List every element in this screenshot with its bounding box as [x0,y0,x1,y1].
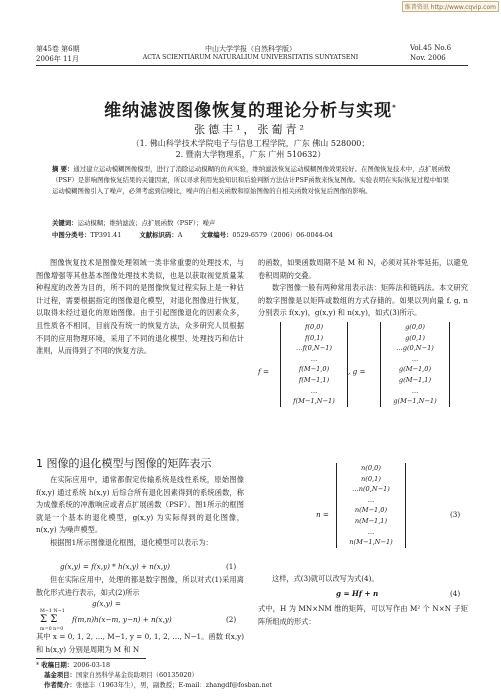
keywords-label: 关键词： [52,219,78,227]
doc-code: A [177,231,183,239]
abstract [52,164,452,196]
equation-1: g(x,y) = f(x,y) * h(x,y) + n(x,y) [60,562,170,571]
title-footnote-mark: * [392,103,397,112]
equation-4: g = Hf + n [336,589,379,598]
keywords [52,218,452,229]
affiliation-1: （1. 佛山科学技术学院电子与信息工程学院，广东 佛山 528000； [131,139,370,148]
header-rule [36,65,468,66]
journal-name-cn: 中山大学学报（自然科学版） [205,45,296,53]
clc-label: 中图分类号： [52,231,91,239]
keywords-text: 运动模糊；维纳滤波；点扩展函数（PSF）；噪声 [77,219,216,227]
authors: 张德丰¹，张葡青² [194,123,307,136]
watermark: 维普资讯 http://www.cqvip.com [402,1,499,12]
volume-issue-en: Vol.45 No.6 [410,44,452,52]
section-heading: 1 图像的退化模型与图像的矩阵表示 [36,457,212,470]
equation-2-lhs: g(x,y) = [92,599,121,608]
vector-n-label: n = [316,510,329,519]
footnote-rule [36,658,146,659]
article-number: 0529-6579（2006）06-0044-04 [232,231,333,239]
clc-code: TP391.41 [90,231,122,239]
vector-f-label: f = [258,367,269,376]
rewrite-paragraph: 这样，式(3)就可以改写为式(4)。 [272,574,379,583]
index-paragraph: 其中 x = 0, 1, 2, …, M−1, y = 0, 1, 2, …, N−1。函数 f(x,y) 和 h(x,y) 分别是周期为 M 和 N [36,632,244,654]
left-column [36,257,244,358]
fund-line: 基金项目：国家自然科学基金资助项目（60135020） [44,671,198,679]
received-line: * 收稿日期：2006-03-18 [36,661,111,669]
article-number-label: 文章编号： [200,231,233,239]
model-intro-paragraph: 根据图1所示图像退化框图，退化模型可以表示为： [50,537,213,547]
vector-g: g(0,0) g(0,1) …g(0,N−1) … g(M−1,0) g(M−1,1) … g(M−1,N−1) [380,322,450,407]
affiliation-2: 2. 暨南大学物理系，广东 广州 510632） [175,150,326,159]
intro-paragraph: 图像恢复技术是图像处理领域一类非常重要的处理技术，与图像增强等其他基本图像处理技术类似，也是以获取视觉质量某种程度的改善为目的，所不同的是图像恢复过程实际上是一种估计过程，需要根据指定的图像退化模型，对退化图像进行恢复，以取得未经过退化的原始图像。由于引起图像退化的因素众多，且性质各不相同，目前没有统一的恢复方法，众多研究人员根据不同的应用物理环境，采用了不同的退化模型、处理技巧和估计准则，从而得到了不同的恢复方法。 [36,258,244,356]
discrete-paragraph: 但在实际应用中，处理的都是数字图像，所以对式(1)采用离散化形式进行表示，如式(2)所示 [36,575,244,597]
volume-issue-cn: 第45卷 第6期 [36,45,80,53]
h-matrix-paragraph: 式中，H 为 MN×NM 维的矩阵，可以写作由 M² 个 N×N 子矩阵所组成的形式： [258,604,468,626]
vector-g-label: , g = [348,367,366,376]
abstract-label: 摘 要： [52,165,74,173]
equation-2-rhs: f(m,n)h(x−m, y−n) + n(x,y) [72,615,172,624]
periodic-paragraph: 的函数，如果函数周期不是 M 和 N，必须对其补零延拓，以避免卷积周期的交叠。 [258,258,468,280]
footnotes [36,660,456,690]
equation-2-sum-upper: M−1 N−1 [40,609,65,614]
date-cn: 2006年 11月 [36,55,79,63]
equation-2-sum-symbol: Σ Σ [40,614,58,625]
vector-n: n(0,0) n(0,1) …n(0,N−1) … n(M−1,0) n(M−1,1) … n(M−1,N−1) [336,463,406,548]
equation-1-number: (1) [226,562,237,571]
paper-title: 维纳滤波图像恢复的理论分析与实现* [104,101,397,121]
equation-3-number: (3) [450,510,461,519]
abstract-text: 通过建立运动模糊图像模型，进行了消除运动模糊的仿真实验，维纳滤波恢复运动模糊图像效果较好。在图像恢复技术中，点扩展函数（PSF）是影响图像恢复结果的关键因素，所以寻求利用先验知识和后验判断方法估计PSF函数来恢复图像。实验表明在实际恢复过程中如果运动模糊图像引入了噪声，必须考虑到信噪比，噪声的自相关函数和原始图像的自相关函数对恢复后图像的影响。 [52,165,451,195]
classification-line [52,230,452,241]
doc-code-label: 文献标识码： [139,231,178,239]
equation-2-number: (2) [226,615,237,624]
vector-f: f(0,0) f(0,1) …f(0,N−1) … f(M−1,0) f(M−1,1) … f(M−1,N−1) [280,322,348,407]
journal-name-en: ACTA SCIENTIARUM NATURALIUM UNIVERSITATIS SUNYATSENI [142,54,359,61]
matrix-representation-paragraph: 数字图像一般有两种常用表示法：矩阵法和链码法。本文研究的数字图像是以矩阵或数组的方式存储的。如果以列向量 f, g, n 分别表示 f(x,y)，g(x,y) 和 n(x,y)，如式(3)所示。 [258,283,468,318]
equation-2-sum-lower: m=0 n=0 [40,627,64,632]
equation-4-number: (4) [450,589,461,598]
model-paragraph: 在实际应用中，通常都假定传输系统是线性系统，原始图像 f(x,y) 通过系统 h(x,y) 后综合所有退化因素得到的系统函数，称为成像系统的冲激响应或者点扩展函数（PSF）。图1所示的框图就是一个基本的退化模型，g(x,y) 为实际得到的退化图像，n(x,y) 为噪声模型。 [36,475,244,535]
author-bio-line: 作者简介：张德丰（1963年生），男，副教授；E-mail：zhangdf@fosban.net [44,681,273,689]
right-column [258,257,468,320]
date-en: Nov. 2006 [410,54,446,62]
left-column-body [36,474,244,550]
